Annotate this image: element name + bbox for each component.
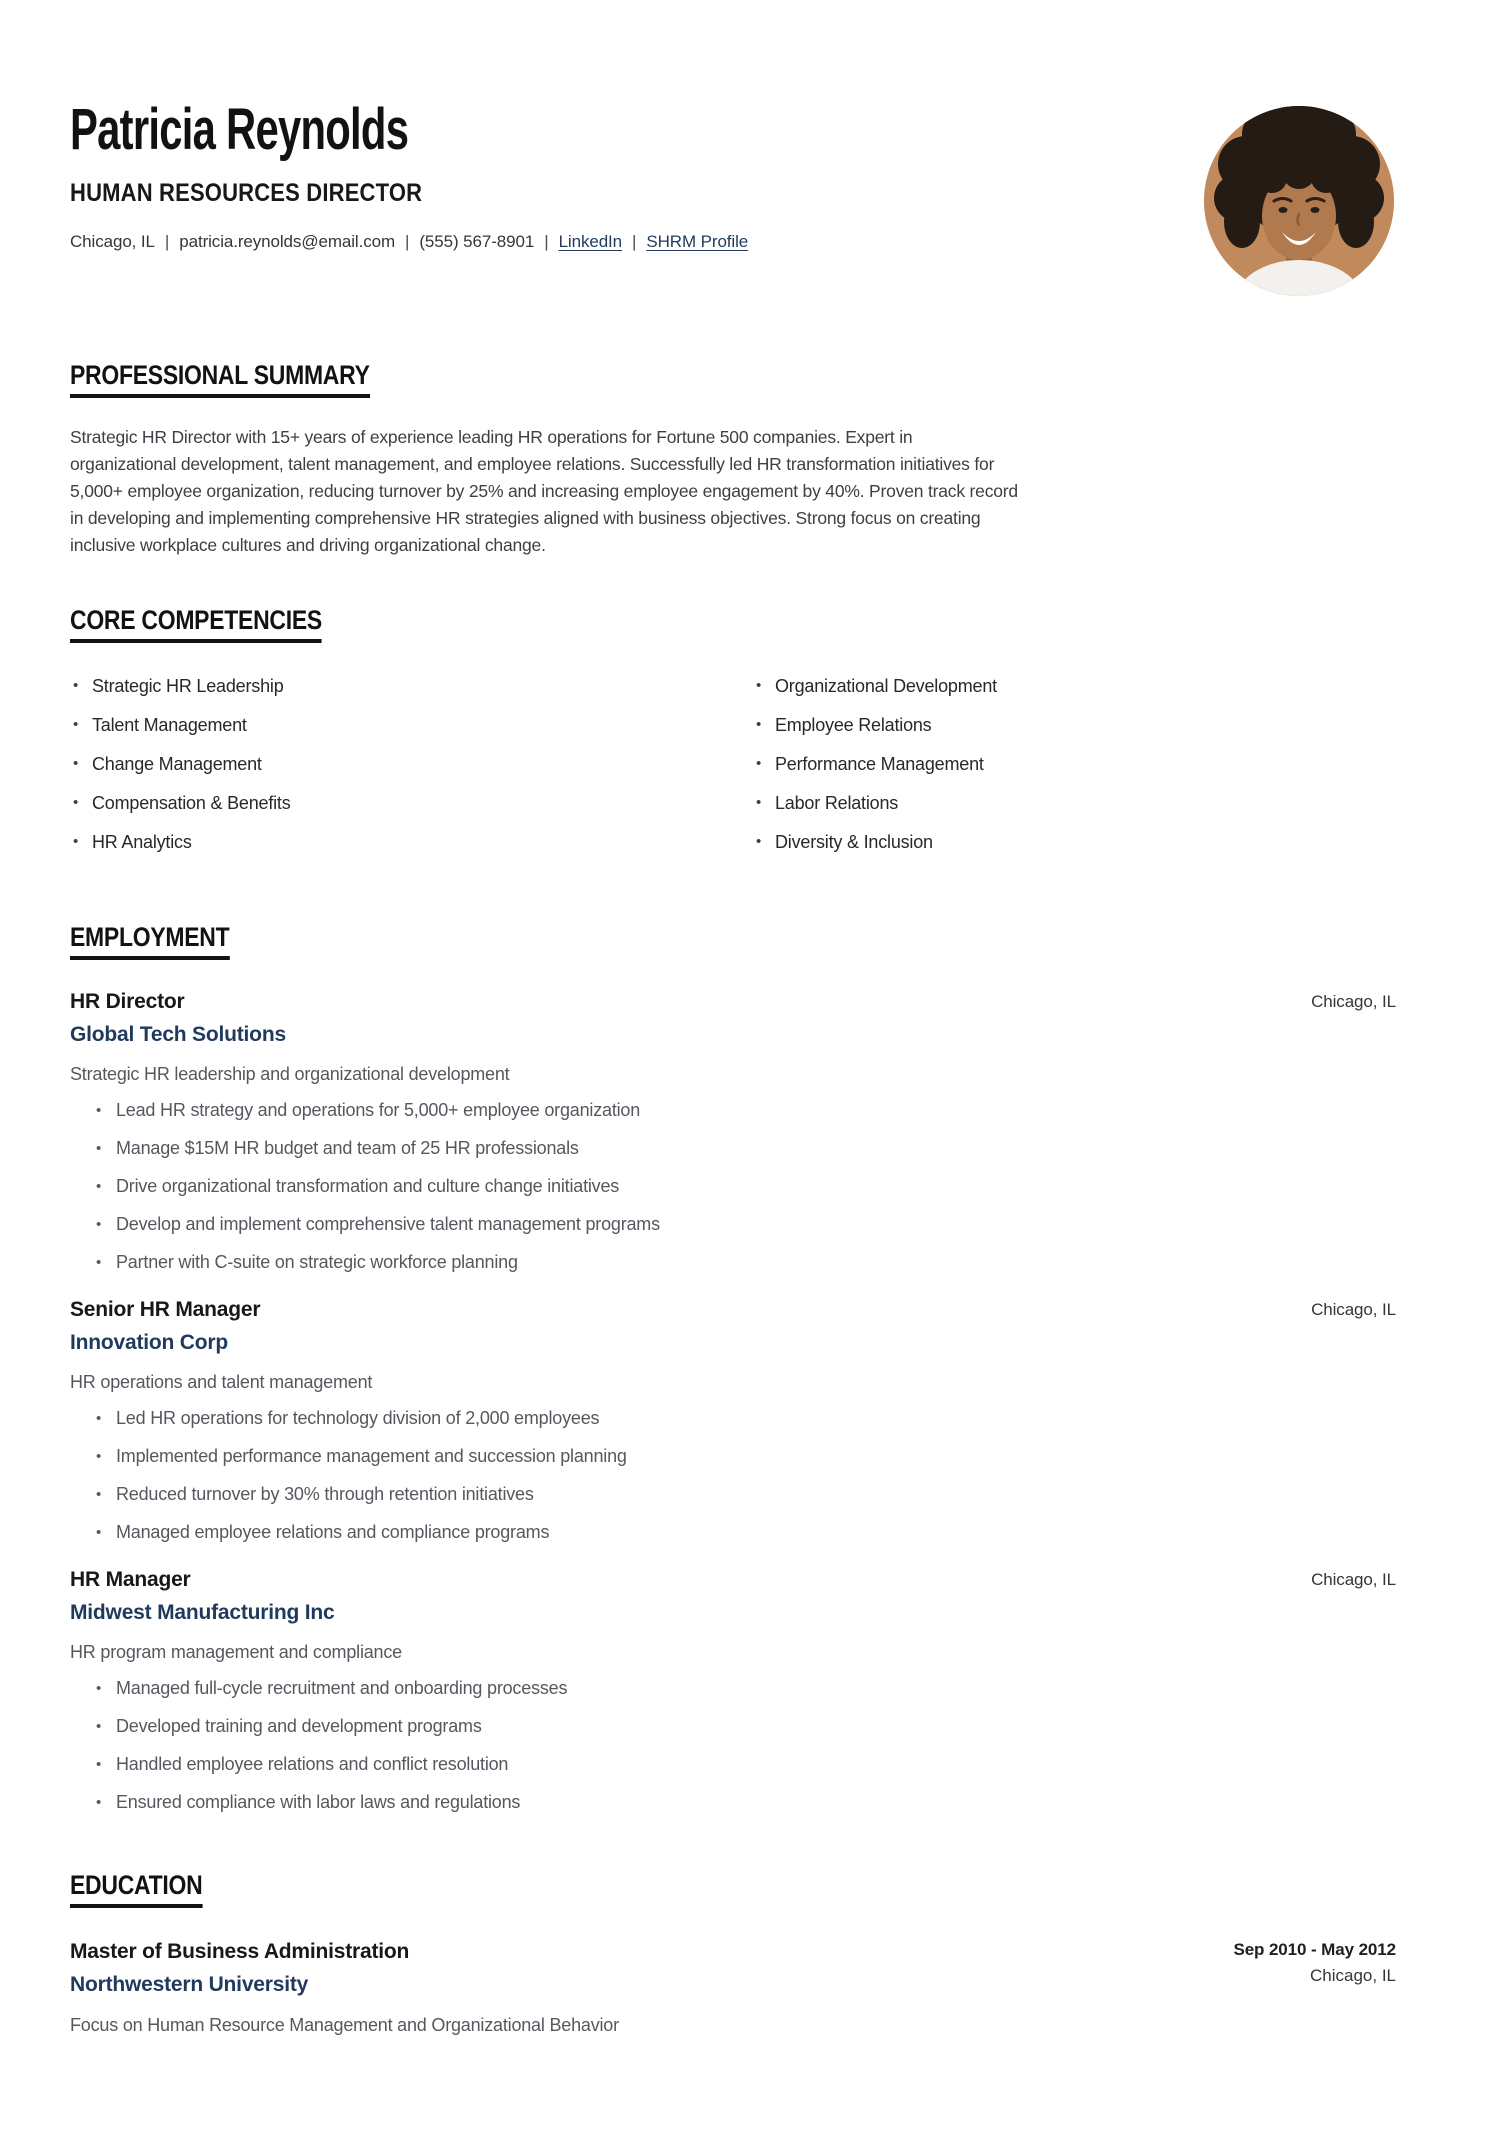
job-bullet-text: Developed training and development programs [116, 1716, 482, 1736]
job-bullet [96, 1251, 1396, 1274]
bullet-icon: • [96, 1410, 102, 1427]
bullet-icon: • [96, 1756, 102, 1773]
competency-label: Talent Management [92, 715, 247, 735]
job-bullet-text: Ensured compliance with labor laws and regulations [116, 1792, 521, 1812]
bullet-icon: • [73, 794, 79, 811]
competency-label: Change Management [92, 754, 262, 774]
job-bullet [96, 1137, 1396, 1160]
employment-entry [70, 990, 1396, 1274]
competency-label: Employee Relations [775, 715, 932, 735]
contact-separator: | [632, 231, 637, 251]
education-focus: Focus on Human Resource Management and Organizational Behavior [70, 2015, 619, 2035]
section-education [70, 1870, 1396, 2036]
job-location: Chicago, IL [1311, 1300, 1396, 1319]
education-header-row [70, 1940, 1396, 1997]
competencies-left-list [70, 675, 713, 870]
bullet-icon: • [73, 677, 79, 694]
competency-label: Strategic HR Leadership [92, 676, 284, 696]
bullet-icon: • [96, 1448, 102, 1465]
shrm-profile-link[interactable]: SHRM Profile [646, 231, 749, 251]
competency-item [70, 714, 713, 736]
bullet-icon: • [756, 677, 762, 694]
employment-entry [70, 1298, 1396, 1544]
bullet-icon: • [96, 1524, 102, 1541]
competency-item [753, 714, 1396, 736]
education-entry [70, 1940, 1396, 2036]
competencies-grid [70, 675, 1396, 870]
job-bullet-list [96, 1099, 1396, 1274]
job-company: Midwest Manufacturing Inc [70, 1601, 335, 1624]
competency-item [753, 831, 1396, 853]
job-bullet-text: Reduced turnover by 30% through retention initiatives [116, 1484, 534, 1504]
section-core-competencies [70, 605, 1396, 870]
competencies-right-list [753, 675, 1396, 870]
contact-line [70, 232, 1204, 252]
section-heading-education: EDUCATION [70, 1870, 202, 1908]
header-text-block [70, 97, 1204, 252]
job-title: Senior HR Manager [70, 1298, 261, 1321]
job-bullet-text: Handled employee relations and conflict resolution [116, 1754, 509, 1774]
education-degree: Master of Business Administration [70, 1940, 410, 1963]
competency-item [753, 675, 1396, 697]
bullet-icon: • [96, 1680, 102, 1697]
job-bullet [96, 1791, 1396, 1814]
competency-item [753, 792, 1396, 814]
person-name: Patricia Reynolds [70, 97, 409, 162]
job-header-row [70, 990, 1396, 1014]
job-bullet-list [96, 1677, 1396, 1814]
job-bullet [96, 1483, 1396, 1506]
job-bullet-list [96, 1407, 1396, 1544]
job-location: Chicago, IL [1311, 1570, 1396, 1589]
job-bullet [96, 1715, 1396, 1738]
job-bullet-text: Partner with C-suite on strategic workforce planning [116, 1252, 518, 1272]
person-job-title: HUMAN RESOURCES DIRECTOR [70, 178, 423, 207]
job-header-row [70, 1568, 1396, 1592]
contact-phone: (555) 567-8901 [419, 231, 535, 251]
bullet-icon: • [96, 1486, 102, 1503]
section-heading-professional-summary: PROFESSIONAL SUMMARY [70, 360, 370, 398]
education-location: Chicago, IL [1310, 1966, 1396, 1985]
job-bullet-text: Lead HR strategy and operations for 5,000+ employee organization [116, 1100, 641, 1120]
contact-separator: | [544, 231, 549, 251]
job-bullet-text: Develop and implement comprehensive talent management programs [116, 1214, 660, 1234]
job-bullet [96, 1099, 1396, 1122]
contact-separator: | [405, 231, 410, 251]
bullet-icon: • [756, 716, 762, 733]
job-location: Chicago, IL [1311, 992, 1396, 1011]
bullet-icon: • [73, 833, 79, 850]
contact-location: Chicago, IL [70, 231, 155, 251]
bullet-icon: • [96, 1140, 102, 1157]
section-professional-summary [70, 360, 1396, 559]
job-bullet [96, 1677, 1396, 1700]
job-bullet-text: Drive organizational transformation and culture change initiatives [116, 1176, 620, 1196]
competency-item [70, 675, 713, 697]
bullet-icon: • [756, 794, 762, 811]
job-bullet-text: Implemented performance management and succession planning [116, 1446, 627, 1466]
competency-label: Labor Relations [775, 793, 899, 813]
competency-label: Compensation & Benefits [92, 793, 291, 813]
competency-item [70, 831, 713, 853]
competency-label: HR Analytics [92, 832, 192, 852]
job-bullet-text: Managed full-cycle recruitment and onboarding processes [116, 1678, 568, 1698]
contact-email: patricia.reynolds@email.com [179, 231, 396, 251]
bullet-icon: • [756, 833, 762, 850]
job-description: Strategic HR leadership and organizational development [70, 1064, 510, 1084]
education-school: Northwestern University [70, 1973, 309, 1996]
competency-label: Performance Management [775, 754, 984, 774]
bullet-icon: • [73, 716, 79, 733]
job-bullet [96, 1407, 1396, 1430]
job-bullet-text: Manage $15M HR budget and team of 25 HR professionals [116, 1138, 579, 1158]
education-dates: Sep 2010 - May 2012 [1233, 1940, 1396, 1959]
competency-label: Diversity & Inclusion [775, 832, 933, 852]
education-left-block [70, 1940, 409, 1997]
job-company: Global Tech Solutions [70, 1023, 286, 1046]
bullet-icon: • [96, 1718, 102, 1735]
job-bullet-text: Led HR operations for technology division of 2,000 employees [116, 1408, 600, 1428]
bullet-icon: • [96, 1794, 102, 1811]
bullet-icon: • [96, 1254, 102, 1271]
job-bullet [96, 1521, 1396, 1544]
section-heading-employment: EMPLOYMENT [70, 922, 229, 960]
profile-photo-illustration [1204, 106, 1394, 296]
job-description: HR operations and talent management [70, 1372, 373, 1392]
competency-item [70, 753, 713, 775]
competency-item [753, 753, 1396, 775]
bullet-icon: • [96, 1216, 102, 1233]
section-heading-core-competencies: CORE COMPETENCIES [70, 605, 322, 643]
job-bullet [96, 1175, 1396, 1198]
job-title: HR Director [70, 990, 185, 1013]
competency-item [70, 792, 713, 814]
profile-photo [1204, 106, 1394, 296]
education-right-block [1233, 1940, 1396, 1986]
bullet-icon: • [73, 755, 79, 772]
competency-label: Organizational Development [775, 676, 997, 696]
contact-separator: | [164, 231, 170, 251]
job-header-row [70, 1298, 1396, 1322]
job-bullet [96, 1445, 1396, 1468]
bullet-icon: • [96, 1102, 102, 1119]
job-bullet-text: Managed employee relations and compliance programs [116, 1522, 550, 1542]
job-bullet [96, 1213, 1396, 1236]
section-employment [70, 922, 1396, 1814]
job-title: HR Manager [70, 1568, 191, 1591]
linkedin-link[interactable]: LinkedIn [558, 231, 623, 251]
summary-text: Strategic HR Director with 15+ years of experience leading HR operations for Fortune 500 companies. Expert in organizational development, talent management, and employee relations. Successfully led HR transformation initiatives for 5,000+ employee organization, reducing turnover by 25% and increasing employee engagement by 40%. Proven track record in developing and implementing comprehensive HR strategies aligned with business objectives. Strong focus on creating inclusive workplace cultures and driving organizational change. [70, 427, 1018, 555]
employment-entry [70, 1568, 1396, 1814]
bullet-icon: • [756, 755, 762, 772]
job-description: HR program management and compliance [70, 1642, 402, 1662]
job-company: Innovation Corp [70, 1331, 228, 1354]
job-bullet [96, 1753, 1396, 1776]
header [70, 97, 1396, 296]
bullet-icon: • [96, 1178, 102, 1195]
